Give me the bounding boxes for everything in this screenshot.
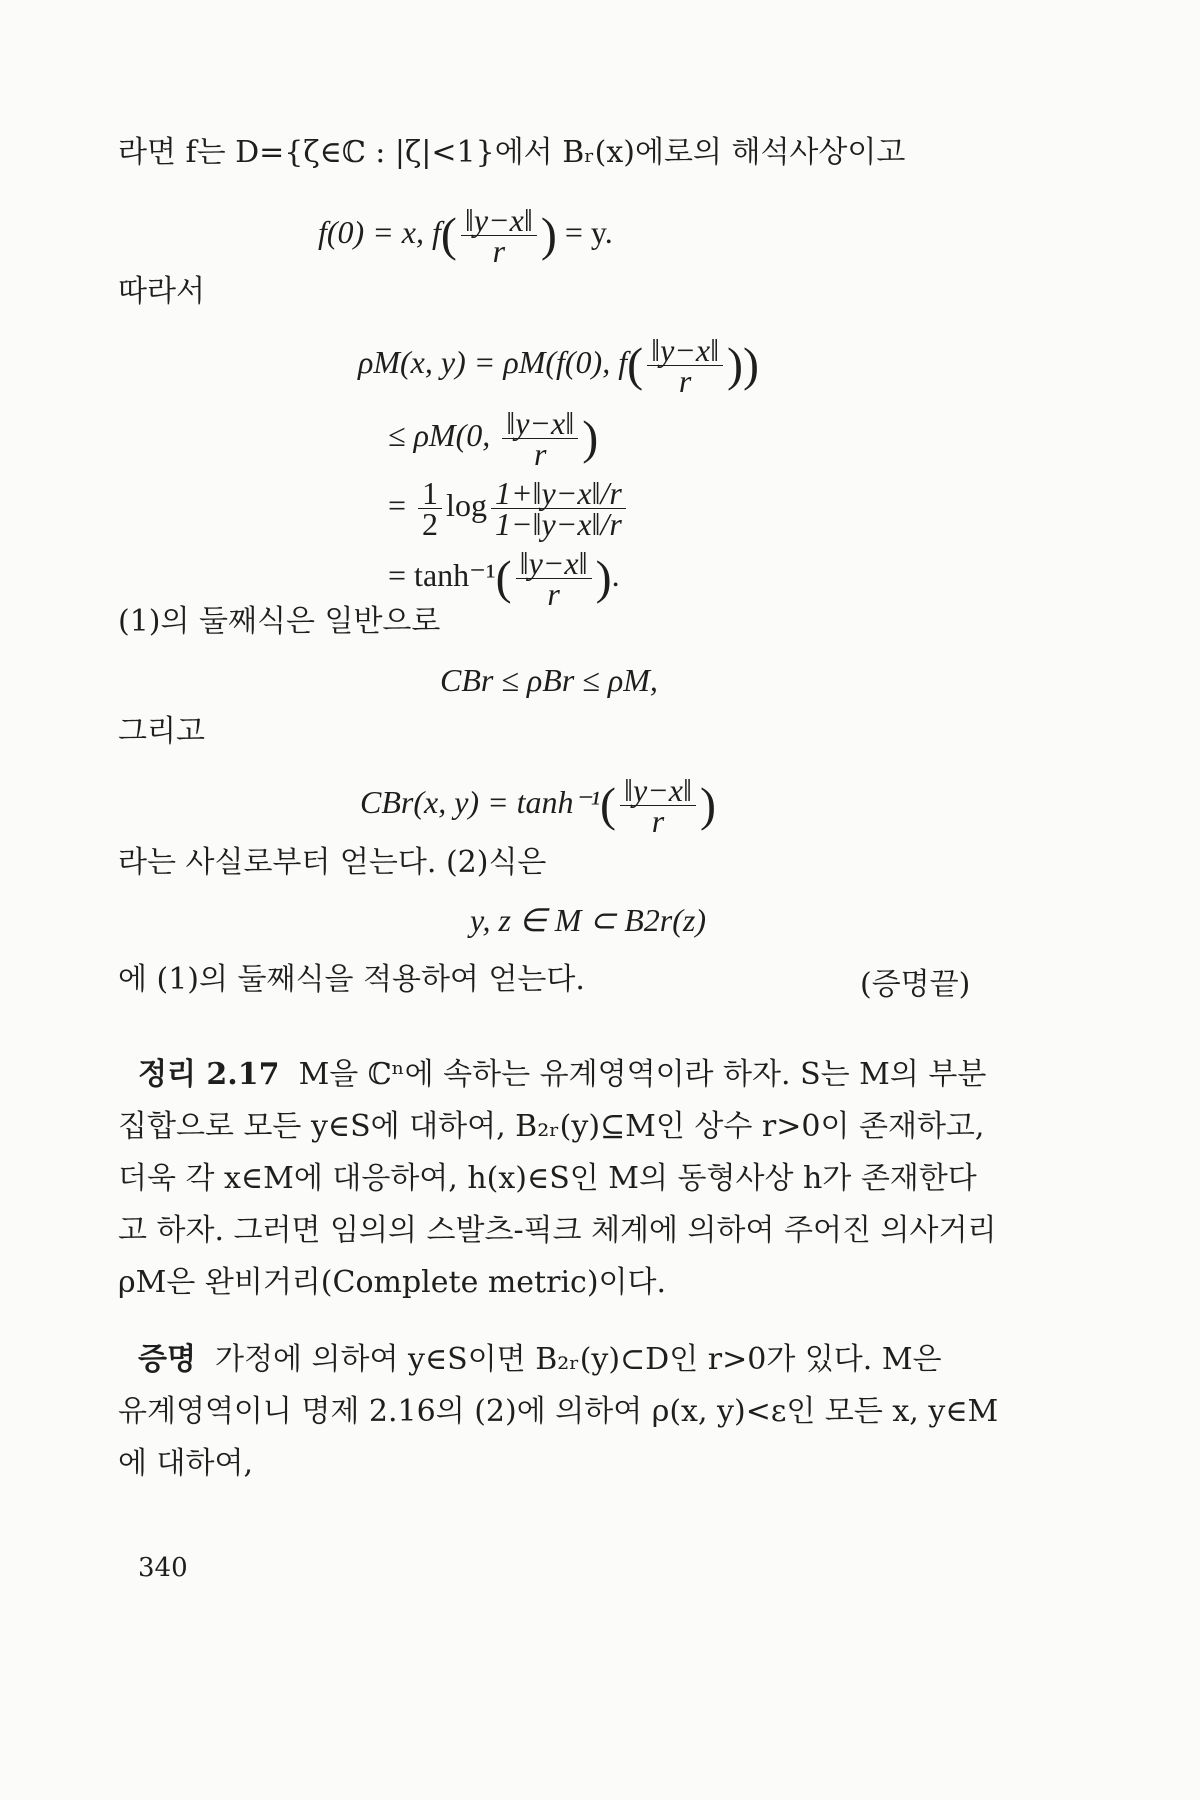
text-line-6: 에 (1)의 둘째식을 적용하여 얻는다. [118,962,585,997]
text-line-4: 그리고 [118,714,205,749]
theorem-line-2: 집합으로 모든 y∈S에 대하여, B₂ᵣ(y)⊆M인 상수 r>0이 존재하고, [118,1109,985,1144]
equation-7: CBr(x, y) = tanh⁻¹( $\frac{‖y-x‖}{r}$ ) [360,772,716,839]
text-line-1: 라면 f는 D={ζ∈ℂ : |ζ|<1}에서 Bᵣ(x)에로의 해석사상이고 [118,135,906,170]
text-line-5: 라는 사실로부터 얻는다. (2)식은 [118,845,547,880]
equation-3: ≤ ρM(0, $\frac{‖y-x‖}{r}$ ) [388,405,599,472]
page-number: 340 [138,1553,188,1583]
text-line-3: (1)의 둘째식은 일반으로 [118,604,441,639]
theorem-line-4: 고 하자. 그러면 임의의 스발츠-픽크 체계에 의하여 주어진 의사거리 [118,1213,997,1248]
equation-2: ρM(x, y) = ρM(f(0), f( $\frac{‖y-x‖}{r}$ )) [358,332,760,399]
text-line-2: 따라서 [118,274,205,309]
proof-line-3: 에 대하여, [118,1446,253,1481]
equation-1: f(0) = x, f( $\frac{‖y-x‖}{r}$ ) = y. [318,202,613,269]
equation-8: y, z ∈ M ⊂ B2r(z) [470,902,706,938]
theorem-line-3: 더욱 각 x∈M에 대응하여, h(x)∈S인 M의 동형사상 h가 존재한다 [118,1161,977,1196]
proof-line-1: 증명 가정에 의하여 y∈S이면 B₂ᵣ(y)⊂D인 r>0가 있다. M은 [138,1342,942,1377]
theorem-line-1: 정리 2.17 M을 ℂⁿ에 속하는 유계영역이라 하자. S는 M의 부분 [138,1057,987,1092]
proof-line-2: 유계영역이니 명제 2.16의 (2)에 의하여 ρ(x, y)<ε인 모든 x, y∈M [118,1394,999,1429]
equation-6: CBr ≤ ρBr ≤ ρM, [440,662,658,698]
qed-mark: (증명끝) [860,967,971,1002]
equation-4: = $\frac{1}{2}$ log $\frac{1+‖y-x‖/r}{1-‖y-x‖/r}$ [388,478,630,539]
equation-5: = tanh⁻¹( $\frac{‖y-x‖}{r}$ ). [388,545,620,612]
theorem-line-5: ρM은 완비거리(Complete metric)이다. [118,1265,667,1300]
